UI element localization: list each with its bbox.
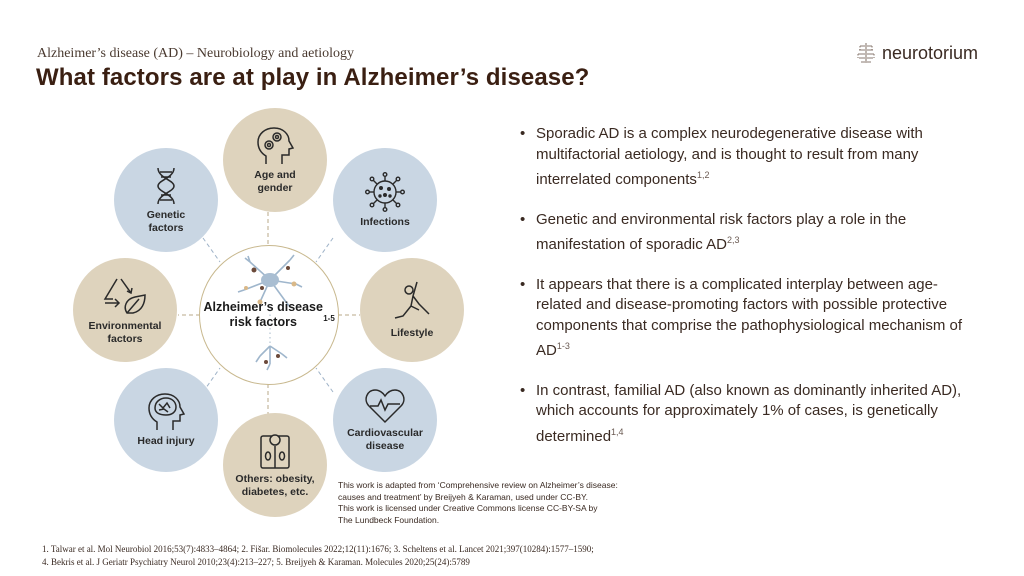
brain-grid-icon xyxy=(856,42,876,64)
factor-genetic xyxy=(114,148,218,252)
factor-cardiovascular xyxy=(333,368,437,472)
page-title: What factors are at play in Alzheimer’s disease? xyxy=(36,64,590,91)
logo-text: neurotorium xyxy=(882,42,979,63)
citation: 1,4 xyxy=(611,426,624,437)
factor-head-injury xyxy=(114,368,218,472)
bullet-item xyxy=(518,124,978,191)
credit-line: The Lundbeck Foundation. xyxy=(338,514,440,525)
factor-label: Lifestyle xyxy=(390,327,434,339)
head-brain-icon xyxy=(147,392,185,432)
recycle-leaf-icon xyxy=(101,275,149,317)
factor-label: Age and gender xyxy=(254,168,296,194)
factor-lifestyle xyxy=(360,258,464,362)
credit-line: This work is licensed under Creative Commons license CC-BY-SA by xyxy=(338,503,598,513)
references xyxy=(42,543,594,568)
logo xyxy=(856,42,978,64)
heart-pulse-icon xyxy=(364,388,406,424)
factor-age-gender xyxy=(223,108,327,212)
reference-line: 1. Talwar et al. Mol Neurobiol 2016;53(7):4833–4864; 2. Fišar. Biomolecules 2022;12(11):1676; 3. Scheltens et al. Lancet 2021;397(10284):1577–1590; xyxy=(42,544,594,554)
citation: 1,2 xyxy=(696,170,710,180)
risk-factor-diagram xyxy=(0,0,500,540)
factor-label: Others: obesity, diabetes, etc. xyxy=(235,472,315,498)
section-subtitle: Alzheimer’s disease (AD) – Neurobiology and aetiology xyxy=(37,46,354,61)
center-hub xyxy=(199,245,339,385)
factor-label: Environmental factors xyxy=(88,319,162,345)
factor-infections xyxy=(333,148,437,252)
credit-line: causes and treatment’ by Breijyeh & Karaman, used under CC-BY. xyxy=(338,491,588,502)
factor-label: Genetic factors xyxy=(146,208,186,234)
center-superscript: 1-5 xyxy=(323,313,335,323)
reference-line: 4. Bekris et al. J Geriatr Psychiatry Neurol 2010;23(4):213–227; 5. Breijyeh & Karaman. Molecules 2020;25(24):5789 xyxy=(42,556,470,567)
citation: 2,3 xyxy=(726,235,740,245)
bullet-item xyxy=(518,210,978,256)
bullet-text: Sporadic AD is a complex neurodegenerative disease with multifactorial aetiology, and is thought to result from many interrelated components xyxy=(536,125,923,188)
center-label-text: Alzheimer’s disease risk factors xyxy=(203,300,323,329)
factor-label: Head injury xyxy=(137,435,195,447)
yoga-pose-icon xyxy=(391,280,433,324)
factor-environmental xyxy=(73,258,177,362)
bullet-item xyxy=(518,275,978,362)
dna-icon xyxy=(154,166,178,206)
bullet-text: Genetic and environmental risk factors play a role in the manifestation of sporadic AD xyxy=(536,210,907,253)
weighing-scale-icon xyxy=(259,432,291,470)
citation: 1-3 xyxy=(556,341,570,351)
factor-others xyxy=(223,413,327,517)
center-label xyxy=(203,300,335,330)
license-credit xyxy=(338,480,678,526)
virus-icon xyxy=(364,171,406,213)
bullet-list xyxy=(518,124,978,466)
bullet-text: It appears that there is a complicated interplay between age-related and disease-promoting factors with possible protective components that comprise the pathophysiological mechanism of AD xyxy=(536,275,963,359)
factor-label: Infections xyxy=(360,216,410,228)
head-gears-icon xyxy=(256,126,294,166)
bullet-text: In contrast, familial AD (also known as dominantly inherited AD), which accounts for approximately 1% of cases, is genetically determined xyxy=(536,381,962,445)
credit-line: This work is adapted from ‘Comprehensive review on Alzheimer’s disease: xyxy=(338,480,618,490)
bullet-item xyxy=(518,381,978,448)
factor-label: Cardiovascular disease xyxy=(347,426,423,452)
